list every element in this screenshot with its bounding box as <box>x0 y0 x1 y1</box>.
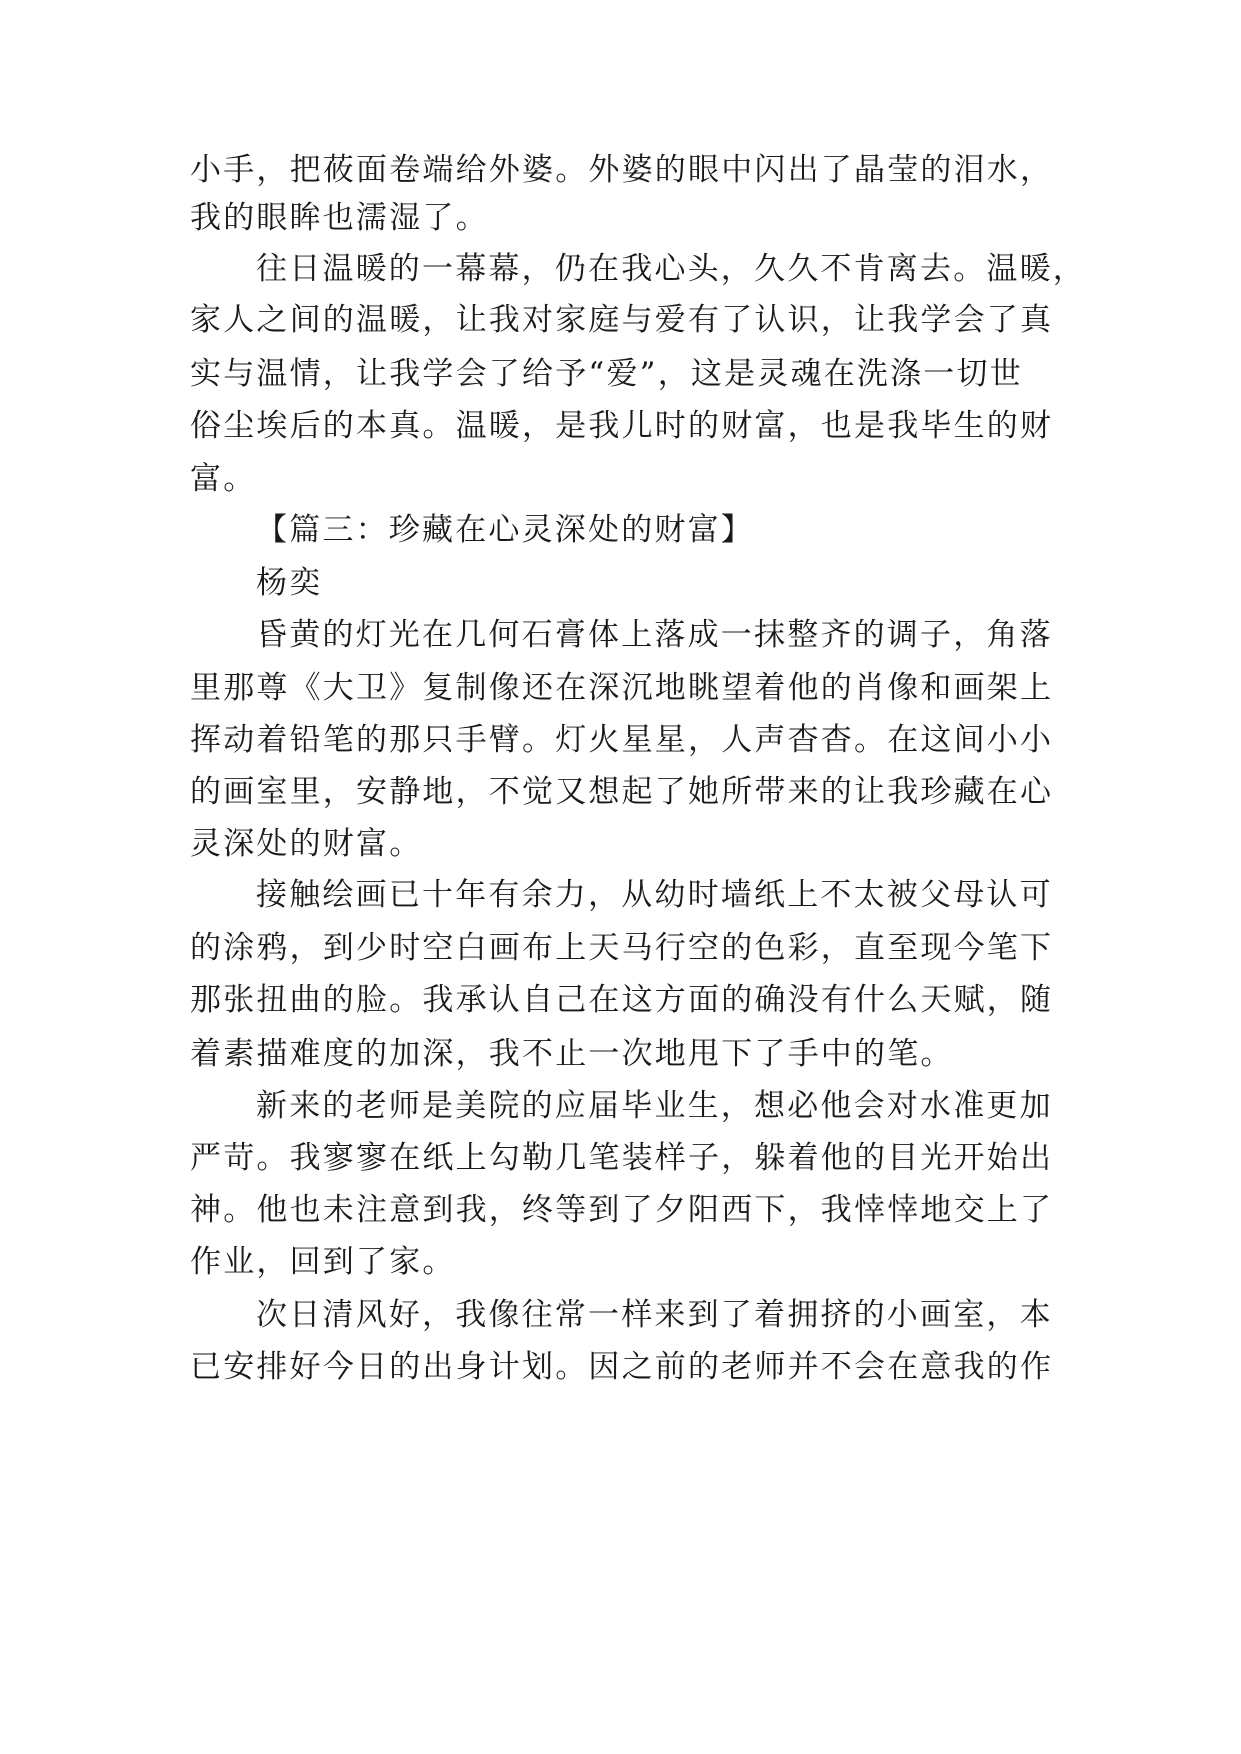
text-line: 小手，把莜面卷端给外婆。外婆的眼中闪出了晶莹的泪水， <box>190 152 1054 188</box>
text-line: 里那尊《大卫》复制像还在深沉地眺望着他的肖像和画架上 <box>190 670 1054 706</box>
text-line: 的画室里，安静地，不觉又想起了她所带来的让我珍藏在心 <box>190 774 1054 810</box>
text-line: 作业，回到了家。 <box>190 1244 456 1280</box>
text-line: 神。他也未注意到我，终等到了夕阳西下，我悻悻地交上了 <box>190 1192 1054 1228</box>
text-line: 已安排好今日的出身计划。因之前的老师并不会在意我的作 <box>190 1349 1054 1385</box>
text-line: 富。 <box>190 461 257 497</box>
text-line: 挥动着铅笔的那只手臂。灯火星星，人声杳杳。在这间小小 <box>190 722 1054 758</box>
author-name: 杨奕 <box>256 565 323 601</box>
paragraph-start-line: 接触绘画已十年有余力，从幼时墙纸上不太被父母认可 <box>256 877 1053 913</box>
text-line: 那张扭曲的脸。我承认自己在这方面的确没有什么天赋，随 <box>190 982 1054 1018</box>
text-line: 俗尘埃后的本真。温暖，是我儿时的财富，也是我毕生的财 <box>190 408 1054 444</box>
paragraph-start-line: 昏黄的灯光在几何石膏体上落成一抹整齐的调子，角落 <box>256 617 1053 653</box>
text-line: 严苛。我寥寥在纸上勾勒几笔装样子，躲着他的目光开始出 <box>190 1140 1054 1176</box>
paragraph-start-line: 往日温暖的一幕幕，仍在我心头，久久不肯离去。温暖， <box>256 251 1086 287</box>
text-line: 灵深处的财富。 <box>190 826 423 862</box>
text-line: 的涂鸦，到少时空白画布上天马行空的色彩，直至现今笔下 <box>190 930 1054 966</box>
text-line: 着素描难度的加深，我不止一次地甩下了手中的笔。 <box>190 1036 954 1072</box>
text-line: 实与温情，让我学会了给予“爱”，这是灵魂在洗涤一切世 <box>190 356 1023 392</box>
text-line: 家人之间的温暖，让我对家庭与爱有了认识，让我学会了真 <box>190 302 1054 338</box>
paragraph-start-line: 次日清风好，我像往常一样来到了着拥挤的小画室，本 <box>256 1297 1053 1333</box>
text-line: 我的眼眸也濡湿了。 <box>190 200 489 236</box>
section-heading: 【篇三：珍藏在心灵深处的财富】 <box>256 512 754 548</box>
paragraph-start-line: 新来的老师是美院的应届毕业生，想必他会对水准更加 <box>256 1088 1053 1124</box>
